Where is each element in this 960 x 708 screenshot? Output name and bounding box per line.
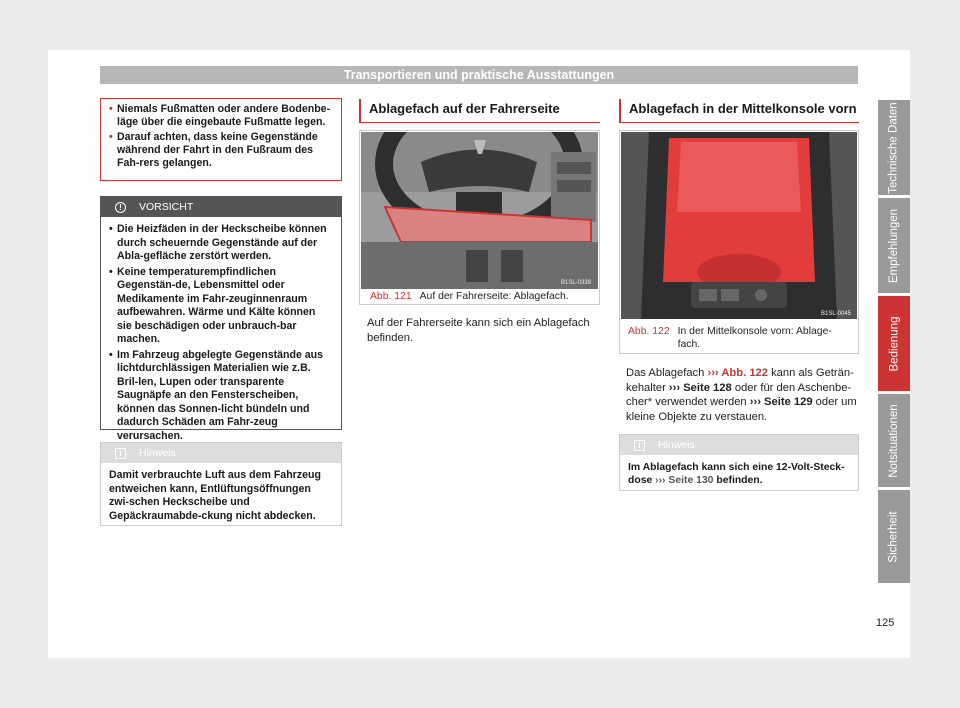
- tab-label: Sicherheit: [888, 510, 901, 563]
- list-item: [109, 131, 333, 170]
- figure-number: Abb. 121: [370, 291, 412, 302]
- paragraph-text: kann als Geträn-kehalter: [626, 367, 854, 394]
- bullet-icon: •: [109, 223, 113, 235]
- bullet-icon: •: [109, 131, 113, 143]
- caution-text: Keine temperaturempfindlichen Gegenstän-de, Lebensmittel oder Medikamente im Fahr-zeuginnenraum aufbewahren. Wärme und Kälte können sie beschädigen oder unbrauch-bar machen.: [117, 265, 316, 345]
- section-title: Ablagefach in der Mittelkonsole vorn: [619, 99, 859, 123]
- figure-console-storage: [619, 130, 859, 354]
- note-text: [620, 455, 858, 493]
- tab-notsituationen[interactable]: [878, 394, 910, 487]
- figure-code: B1SL-0339: [561, 280, 592, 286]
- page-number: 125: [876, 617, 895, 629]
- figure-driver-storage: [359, 130, 600, 305]
- note-text: Damit verbrauchte Luft aus dem Fahrzeug entweichen kann, Entlüftungsöffnungen zwi-schen Heckscheibe und Gepäckraumabde-ckung nicht abdecken.: [109, 469, 321, 522]
- caution-box: [100, 196, 342, 442]
- warning-text: Darauf achten, dass keine Gegenstände während der Fahrt in den Fußraum des Fah-rers gelangen.: [117, 131, 318, 169]
- tab-empfehlungen[interactable]: [878, 198, 910, 293]
- tab-label: Technische Daten: [888, 101, 901, 194]
- caption-text: In der Mittelkonsole vorn: Ablage-fach.: [677, 326, 832, 350]
- note-header: [620, 435, 858, 455]
- bullet-icon: •: [109, 348, 113, 361]
- list-item: [109, 349, 333, 444]
- warning-box: [100, 98, 342, 181]
- page-reference-link[interactable]: ››› Seite 128: [668, 381, 732, 394]
- caution-title: VORSICHT: [139, 201, 194, 213]
- paragraph-text: oder um kleine Objekte zu verstauen.: [626, 396, 857, 423]
- paragraph: Auf der Fahrerseite kann sich ein Ablagefach befinden.: [367, 317, 590, 344]
- console-storage-image: [621, 132, 857, 319]
- figure-number: Abb. 122: [628, 326, 670, 337]
- note-text-part: befinden.: [713, 475, 763, 486]
- bullet-icon: •: [109, 265, 113, 278]
- paragraph-text: Das Ablagefach: [626, 367, 708, 379]
- caution-body: [101, 217, 341, 451]
- note-title: Hinweis: [139, 447, 176, 459]
- caution-text: Im Fahrzeug abgelegte Gegenstände aus lichtdurchlässigen Materialien wie z.B. Bril-len, Lupen oder transparente Saugnäpfe an den Fensterscheiben, können das Sonnen-licht bündeln und dadurch Schäden am Fahr-zeug verursachen.: [117, 348, 324, 442]
- tab-sicherheit[interactable]: [878, 490, 910, 583]
- tab-label: Bedienung: [888, 316, 900, 371]
- figure-caption: [370, 290, 596, 303]
- page-reference-link[interactable]: ››› Seite 130: [655, 475, 714, 486]
- note-title: Hinweis: [658, 439, 695, 451]
- note-text-part: Im Ablagefach kann sich eine 12-Volt-Steck-dose: [628, 462, 845, 486]
- section-title: Ablagefach auf der Fahrerseite: [359, 99, 600, 123]
- tab-label: Notsituationen: [888, 403, 900, 478]
- caution-text: Die Heizfäden in der Heckscheibe können durch scheuernde Gegenstände auf der Abla-gefläche zerstört werden.: [117, 223, 327, 262]
- list-item: [109, 103, 333, 129]
- driver-storage-image: [361, 132, 598, 289]
- note-header: [101, 443, 341, 463]
- tab-bedienung[interactable]: [878, 296, 910, 391]
- note-box: [100, 442, 342, 526]
- bullet-icon: •: [109, 103, 113, 115]
- warning-text: Niemals Fußmatten oder andere Bodenbe-läge über die eingebaute Fußmatte legen.: [117, 103, 331, 128]
- info-icon: i: [634, 440, 645, 451]
- tab-label: Empfehlungen: [888, 208, 901, 283]
- figure-caption: [628, 325, 854, 351]
- list-item: [109, 223, 333, 264]
- note-box: [619, 434, 859, 491]
- paragraph-text: oder für den Aschenbe-cher* verwendet werden: [626, 381, 852, 408]
- list-item: [109, 266, 333, 347]
- caution-icon: !: [115, 202, 126, 213]
- figure-reference-link[interactable]: ››› Abb. 122: [707, 367, 768, 379]
- figure-code: B1SL-0045: [821, 311, 852, 317]
- page-reference-link[interactable]: ››› Seite 129: [749, 396, 813, 408]
- info-icon: i: [115, 448, 126, 459]
- tab-technische-daten[interactable]: [878, 100, 910, 195]
- page-header: Transportieren und praktische Ausstattungen: [100, 66, 858, 84]
- caution-header: [101, 197, 341, 217]
- paragraph: [626, 366, 858, 424]
- caption-text: Auf der Fahrerseite: Ablagefach.: [419, 291, 569, 302]
